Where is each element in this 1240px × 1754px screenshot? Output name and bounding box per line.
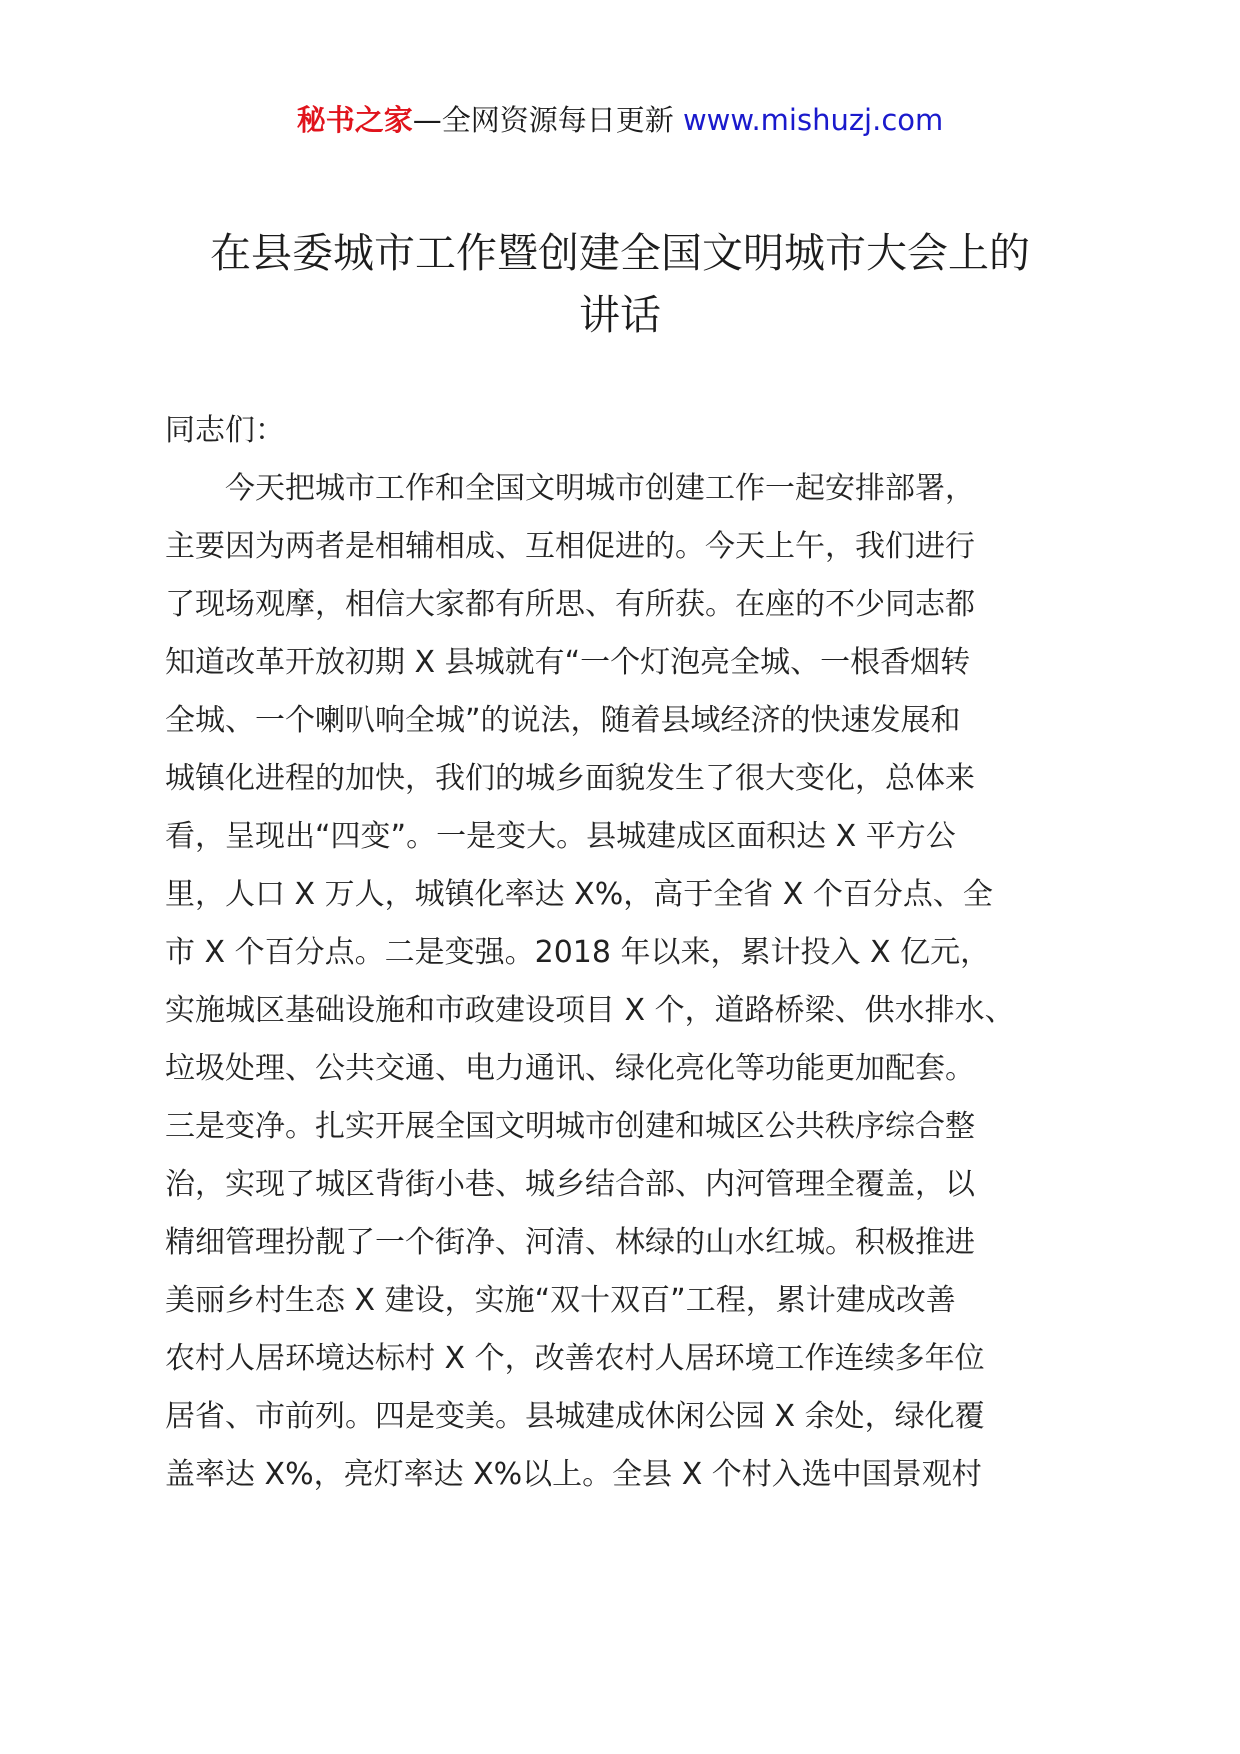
site-url[interactable]: www.mishuzj.com	[682, 103, 944, 137]
body-line: 今天把城市工作和全国文明城市创建工作一起安排部署，	[165, 471, 975, 506]
body-line: 精细管理扮靓了一个街净、河清、林绿的山水红城。积极推进	[165, 1225, 975, 1260]
body-line: 里，人口 X 万人，城镇化率达 X%，高于全省 X 个百分点、全	[165, 877, 993, 912]
body-line: 了现场观摩，相信大家都有所思、有所获。在座的不少同志都	[165, 587, 975, 622]
document-title	[150, 222, 1090, 346]
body-line: 全城、一个喇叭响全城”的说法，随着县域经济的快速发展和	[165, 703, 961, 738]
body-line: 知道改革开放初期 X 县城就有“一个灯泡亮全城、一根香烟转	[165, 645, 971, 680]
body-line: 三是变净。扎实开展全国文明城市创建和城区公共秩序综合整	[165, 1109, 975, 1144]
body-line: 城镇化进程的加快，我们的城乡面貌发生了很大变化，总体来	[165, 761, 975, 796]
body-line: 实施城区基础设施和市政建设项目 X 个，道路桥梁、供水排水、	[165, 993, 1015, 1028]
body-line: 主要因为两者是相辅相成、互相促进的。今天上午，我们进行	[165, 529, 975, 564]
body-line: 治，实现了城区背街小巷、城乡结合部、内河管理全覆盖，以	[165, 1167, 975, 1202]
body-line: 市 X 个百分点。二是变强。2018 年以来，累计投入 X 亿元，	[165, 935, 991, 970]
body-line: 垃圾处理、公共交通、电力通讯、绿化亮化等功能更加配套。	[165, 1051, 975, 1086]
body-line: 美丽乡村生态 X 建设，实施“双十双百”工程，累计建成改善	[165, 1283, 956, 1318]
body-line: 看，呈现出“四变”。一是变大。县城建成区面积达 X 平方公	[165, 819, 956, 854]
site-header	[0, 100, 1240, 140]
site-tagline: —全网资源每日更新	[412, 103, 683, 137]
body-line: 盖率达 X%，亮灯率达 X%以上。全县 X 个村入选中国景观村	[165, 1457, 982, 1492]
site-brand: 秘书之家	[296, 103, 413, 137]
body-line: 居省、市前列。四是变美。县城建成休闲公园 X 余处，绿化覆	[165, 1399, 985, 1434]
body-paragraph	[165, 460, 1075, 1504]
salutation: 同志们：	[165, 413, 285, 448]
title-line: 讲话	[579, 291, 661, 339]
body-line: 农村人居环境达标村 X 个，改善农村人居环境工作连续多年位	[165, 1341, 985, 1376]
title-line: 在县委城市工作暨创建全国文明城市大会上的	[210, 229, 1030, 277]
